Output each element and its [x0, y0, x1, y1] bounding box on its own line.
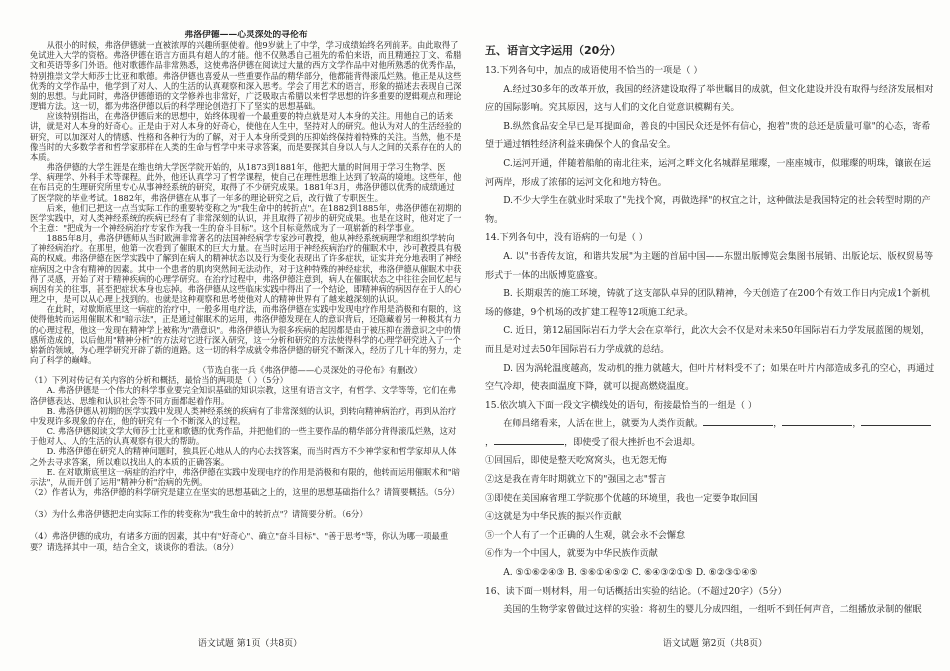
q15-item: ②这是我在青年时期就立下的"强国之志"誓言 [485, 475, 667, 486]
q14-option-d: D. 因为涡轮温度越高，发动机的推力就越大，但叶片材料受不了；如果在叶片内部造成多孔的空心，再通过空气冷却，使表面温度下降，就可以提高燃烧温度。 [485, 363, 935, 393]
q13-option-b: B.纵然食品安全早已是耳提面命，善良的中国民众还是怀有信心，抱着"贵的总还是质量可靠"的心态，寄希望于通过牺牲经济利益来确保个人的食品安全。 [485, 121, 931, 151]
q16-material: 美国的生物学家曾做过这样的实验：将初生的婴儿分成四组，一组听不到任何声音，二组播放录制的催眠 [503, 605, 922, 616]
fill-blank [861, 415, 931, 426]
question-2: （2）作者认为，弗洛伊德的科学研究是建立在坚实的思想基础之上的，这里的思想基础指什么？请简要概括。（5分） [30, 487, 460, 498]
q15-item: ⑥作为一个中国人，就要为中华民族作贡献 [485, 549, 658, 560]
option-d: D. 弗洛伊德在研究人的精神问题时，独具匠心地从人的内心去找答案，而当时西方不少神学家和哲学家却从人体之外去寻求答案，所以难以找出人的本质的正确答案。 [30, 446, 457, 467]
answer-space [30, 519, 462, 531]
fill-blank [782, 415, 852, 426]
q15-lead: 在师昌绪看来，人活在世上，就要为人类作贡献。 [503, 419, 704, 430]
q15-choices: A. ⑤①⑥②④③ B. ⑤⑥①④⑤② C. ⑥④③②①⑤ D. ⑥②③①④⑤ [503, 568, 758, 579]
page-right [475, 0, 950, 671]
q15-item: ①回国后，即使是整天吃窝窝头，也无怨无悔 [485, 456, 667, 467]
q15-tail: ，即使受了很大挫折也不会退却。 [564, 437, 701, 448]
question-14: 14.下列各句中，没有语病的一句是（ ） [485, 233, 648, 244]
page-footer: 语文试题 第1页（共8页） [197, 639, 303, 649]
q13-option-d: D.不少大学生在就业时采取了"先找个窝，再做选择"的权宜之计，这种做法是我国特定的社会转型时期的产物。 [485, 196, 931, 225]
fill-blank [703, 415, 773, 426]
option-c: C. 弗洛伊德阅读文学大师莎士比亚和歌德的优秀作品，并把他们的一些主要作品的精华部分背得滚瓜烂熟，这对于他对人、人的生活的认真观察有很大的帮助。 [30, 426, 457, 447]
option-b: B. 弗洛伊德从初期的医学实践中发现人类神经系统的疾病有了非常深刻的认识，到转向精神病治疗，再到从治疗中发现许多现象的存在，他的研究有一个不断深入的过程。 [30, 405, 457, 426]
question-1: （1）下列对传记有关内容的分析和概括，最恰当的两项是（ ）（5分） [30, 375, 288, 386]
option-a: A. 弗洛伊德是一个伟大的科学事业要完全知识基础的知识宗教，这里有语言文字，有哲学、文学等等，它们在弗洛伊德表达、思维和认识社会等不同方面都起着作用。 [30, 385, 457, 406]
paragraph: 在此时，对歇斯底里这一病症的治疗中，一般多用电疗法，而弗洛伊德在实践中发现电疗作用是消极和有限的，这使得他转而运用催眠术和"暗示法"，正是通过催眠术的运用，弗洛伊德发现在人的意识背后，还隐藏着另一种极其有力的心理过程，他这一发现在精神学上被称为"潜意识"。弗洛伊德认为很多疾病的起因都是由于被压抑在潜意识之中的情感所造成的，以后他用"精神分析"的方法对它进行深入研究，这一分析和研究的方法使得科学的心理学研究进入了一个崭新的领域，为心理学研究开辟了新的道路。这一切的科学成就令弗洛伊德的研究不断深入，经历了几十年的努力，走向了科学的巅峰。 [30, 304, 462, 365]
questions-column [485, 40, 937, 620]
fill-blank [494, 434, 564, 445]
question-16: 16、读下面一则材料，用一句话概括出实验的结论。（不超过20字）（5分） [485, 586, 787, 597]
question-13: 13.下列各句中，加点的成语使用不恰当的一项是（ ） [485, 66, 703, 76]
option-e: E. 在对歇斯底里这一病症的治疗中，弗洛伊德在实践中发现电疗的作用是消极和有限的，他转而运用催眠术和"暗示法"，从而开创了运用"精神分析"治病的先例。 [30, 466, 460, 487]
paragraph: 从很小的时候，弗洛伊德就一直被浓厚的兴趣所驱使着。他9岁就上了中学，学习成绩始终名列前茅。由此取得了免试进入大学的资格。弗洛伊德在语言方面具有超人的才能。他不仅熟悉自己祖先的希伯来语，而且精通拉丁文、希腊文和英语等多门外语。他对歌德作品非常熟悉，这使弗洛伊德在阅读过大量的西方文学作品中对他所熟悉的优秀作品，特别推崇文学大师莎士比亚和歌德。弗洛伊德也喜爱从一些重要作品的精华部分，他都能背得滚瓜烂熟。他正是从这些优秀的文学作品中，他学到了对人、人的生活的认真观察和深入思考。学会了用艺术的语言，形象的描述去表现自己深刻的思想。与此同时，弗洛伊德德语的文学修养也非常好，广泛吸取古希腊以来哲学思想的许多重要的逻辑观点和理论逻辑方法。这一切，都为弗洛伊德以后的科学理论创造打下了坚实的思想基础。 [30, 40, 462, 112]
section-title: 五、语言文字运用（20分） [485, 44, 622, 57]
page-footer: 语文试题 第2页（共8页） [662, 639, 768, 649]
question-15: 15.依次填入下面一段文字横线处的语句，衔接最恰当的一组是（ ） [485, 400, 757, 411]
q13-option-a: A.经过30多年的改革开放，我国的经济建设取得了举世瞩目的成就，但文化建设并没有取得与经济发展相对应的国际影响。究其原因，这与人们的文化自觉意识模糊有关。 [485, 84, 934, 114]
paragraph: 1885年8月，弗洛伊德师从当时欧洲非常著名的法国神经病学专家沙可教授，他从神经系统病理学和组织学转向了神经病治疗。在那里，他第一次看到了催眠术的巨大力量。在当时运用于神经疾病治疗的催眠术中，沙可教授具有极高的权威。弗洛伊德在医学实践中了解到在病人的精神状态以及行为变化表现出了许多症状，证实并充分地表明了神经症病因之中含有精神的因素。其中一个患者的肌肉突然间无法动作，对于这种特殊的神经症状，弗洛伊德从催眠术中获得了灵感，开始了对于精神疾病的心理学研究。在治疗过程中，弗洛伊德注意到，病人在催眠状态之中往往会回忆起与病因有关的往事，甚至把症状本身也忘掉。弗洛伊德从这些临床实践中得出了一个结论，即精神病的病因存在于人的心理之中，是可以从心理上找到的。也就是这种观察和思考使他对人的精神世界有了越来越深刻的认识。 [30, 233, 462, 305]
q15-item: ③即使在美国麻省理工学院那个优越的环境里，我也一定要争取回国 [485, 493, 758, 504]
q15-item: ⑤一个人有了一个正确的人生观，就会永不会懈怠 [485, 530, 686, 541]
q14-option-a: A. 以"书香传友谊，和谐共发展"为主题的首届中国——东盟出版博览会集图书展销、出版论坛、版权贸易等形式于一体的出版博览盛宴。 [485, 251, 934, 281]
q14-option-b: B. 长期艰苦的施工环境，铸就了这支部队卓异的团队精神，今天创造了在200个有效工作日内完成1个新机场的修建，9个机场的改扩建工程等12项施工纪录。 [485, 289, 930, 318]
paragraph: 后来，他们已把这一点当实际工作的重要转变称之为"我生命中的转折点"。在1882到1885年，弗洛伊德在初期的医学实践中，对人类神经系统的疾病已经有了非常深刻的认识，并且取得了初步的研究成果。也是在这时，他对定了一个主意："把成为一个神经病治疗专家作为我一生的奋斗目标"。这个目标竟然成为了一项崭新的科学事业。 [30, 202, 462, 233]
source-note: （节选自张一兵《弗洛伊德——心灵深处的寻伦布》有删改） [197, 365, 422, 376]
article-title: 弗洛伊德——心灵深处的寻伦布 [184, 30, 308, 40]
q15-item: ④这就是为中华民族的振兴作贡献 [485, 512, 622, 523]
reading-column [30, 30, 462, 622]
q14-option-c: C. 近日，第12届国际岩石力学大会在京举行，此次大会不仅是对未来50年国际岩石力学发展蓝图的规划，而且是对过去50年国际岩石力学成就的总结。 [485, 326, 930, 355]
q15-passage: 在师昌绪看来，人活在世上，就要为人类作贡献。 ， ，， ，即使受了很大挫折也不会退却。 [485, 415, 937, 452]
q13-option-c: C.运河开通，伴随着船舶的南北往来，运河之畔文化名城群星璀璨，一座座城市，似璀璨的明珠，镶嵌在运河两岸，形成了浓郁的运河文化和地方特色。 [485, 158, 932, 188]
question-4: （4）弗洛伊德的成功，有诸多方面的因素，其中有"好奇心"、确立"奋斗目标"、"善于思考"等，你认为哪一项最重要？请选择其中一项，结合全文，谈谈你的看法。（8分） [30, 531, 449, 552]
paragraph: 弗洛伊德的大学生涯是在维也纳大学医学院开始的，从1873到1881年，他把大量的时间用于学习生物学、医学、病理学、外科手术等课程。此外，他还认真学习了哲学课程，使自己在理性思维上达到了较高的境地。这些年，他在布吕克的生理研究所里专心从事神经系统的研究，取得了不少研究成果。1881年3月，弗洛伊德以优秀的成绩通过了医学院的毕业考试。1882年，弗洛伊德在从事了一年多的理论研究之后，改行做了专职医生。 [30, 162, 462, 203]
question-3: （3）为什么弗洛伊德把走向实际工作的转变称为"我生命中的转折点"？请简要分析。（6分） [30, 509, 368, 520]
paragraph: 应该特别指出，在弗洛伊德后来的思想中，始终体现着一个最重要的特点就是对人本身的关注。用他自己的话来讲，就是对人本身的好奇心。正是由于对人本身的好奇心，使他在人生中，坚持对人的研究。他认为对人的生活经验的研究，可以加深对人的情感、性格和各种行为的了解，对于人本身所受到的压抑始终保持着特殊的关注。当然，他不是像当时的大多数学者和哲学家那样在人类的生命与哲学中来寻求答案，而是要探其自身以人与人之间的关系存在的人的本质。 [30, 111, 462, 162]
answer-space [30, 497, 462, 509]
